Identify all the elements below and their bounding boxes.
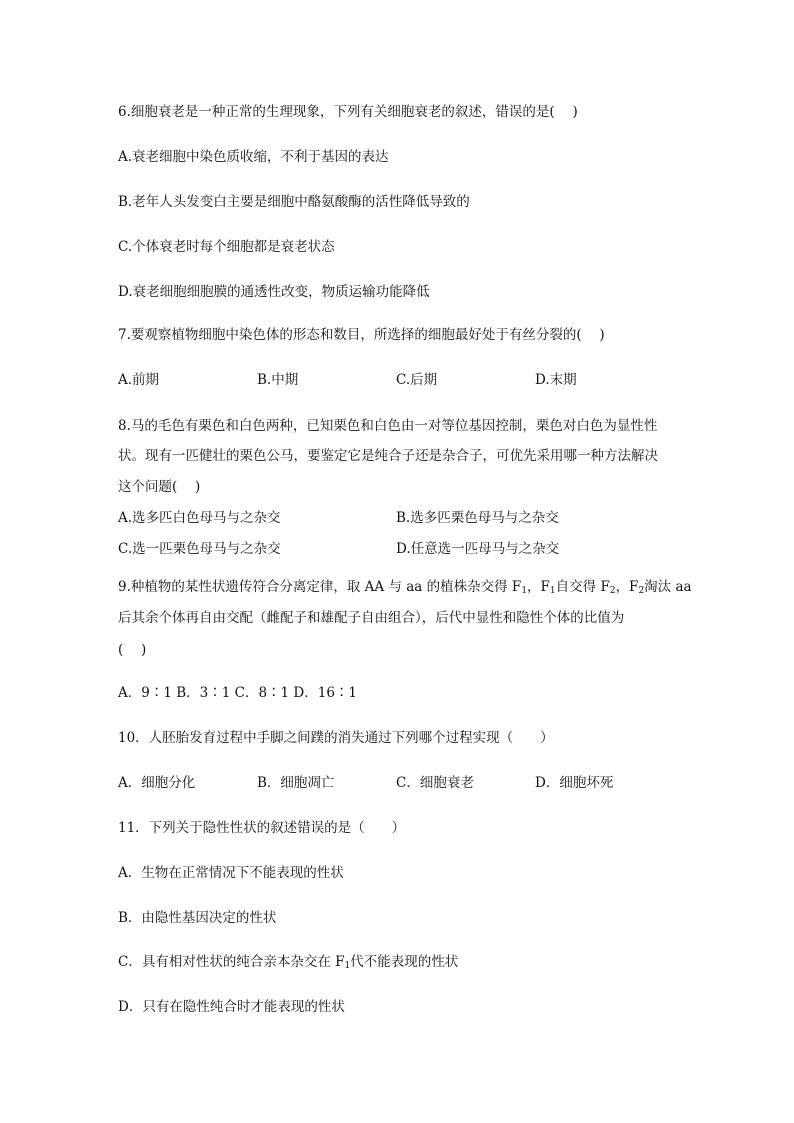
question-6-option-c: C.个体衰老时每个细胞都是衰老状态	[118, 239, 335, 255]
question-10-option-c: C．细胞衰老	[396, 775, 474, 791]
question-9-options: A．9∶1 B．3∶1 C．8∶1 D．16∶1	[118, 685, 357, 701]
question-11-stem: 11．下列关于隐性性状的叙述错误的是（ ）	[118, 820, 406, 836]
question-6-option-d: D.衰老细胞细胞膜的通透性改变，物质运输功能降低	[118, 284, 430, 300]
question-7-option-c: C.后期	[396, 372, 438, 388]
question-7-option-a: A.前期	[118, 372, 160, 388]
question-11-option-d: D．只有在隐性纯合时才能表现的性状	[118, 999, 345, 1015]
question-10-option-b: B．细胞凋亡	[257, 775, 335, 791]
question-8-option-b: B.选多匹栗色母马与之杂交	[396, 510, 559, 526]
question-11-option-a: A．生物在正常情况下不能表现的性状	[118, 865, 344, 881]
question-8-stem-line-2: 状。现有一匹健壮的栗色公马，要鉴定它是纯合子还是杂合子，可优先采用哪一种方法解决	[118, 448, 658, 464]
question-7-option-d: D.末期	[535, 372, 577, 388]
question-9-stem-line-2: 后其余个体再自由交配（雌配子和雄配子自由组合），后代中显性和隐性个体的比值为	[118, 610, 625, 626]
question-6-option-a: A.衰老细胞中染色质收缩，不利于基因的表达	[118, 149, 389, 165]
question-7-stem: 7.要观察植物细胞中染色体的形态和数目，所选择的细胞最好处于有丝分裂的( )	[118, 327, 605, 343]
question-8-stem-line-3: 这个问题( )	[118, 479, 201, 495]
question-8-option-c: C.选一匹栗色母马与之杂交	[118, 541, 281, 557]
question-11-option-b: B．由隐性基因决定的性状	[118, 910, 277, 926]
question-10-option-a: A．细胞分化	[118, 775, 196, 791]
question-6-stem: 6.细胞衰老是一种正常的生理现象，下列有关细胞衰老的叙述，错误的是( )	[118, 104, 578, 120]
question-10-option-d: D．细胞坏死	[535, 775, 614, 791]
question-8-stem-line-1: 8.马的毛色有栗色和白色两种，已知栗色和白色由一对等位基因控制，栗色对白色为显性性	[118, 418, 658, 434]
question-6-option-b: B.老年人头发变白主要是细胞中酪氨酸酶的活性降低导致的	[118, 194, 470, 210]
question-9-stem-line-1: 9.种植物的某性状遗传符合分离定律，取 AA 与 aa 的植株杂交得 $F_1$，$F_1$自交得 $F_2$，$F_2$淘汰 aa	[118, 579, 692, 596]
question-8-option-d: D.任意选一匹母马与之杂交	[396, 541, 560, 557]
question-11-option-c: C．具有相对性状的纯合亲本杂交在 $F_1$代不能表现的性状	[118, 954, 459, 971]
question-10-stem: 10．人胚胎发育过程中手脚之间蹼的消失通过下列哪个过程实现（ ）	[118, 730, 554, 746]
question-7-option-b: B.中期	[257, 372, 299, 388]
question-8-option-a: A.选多匹白色母马与之杂交	[118, 510, 281, 526]
question-9-stem-line-3: ( )	[118, 642, 147, 658]
